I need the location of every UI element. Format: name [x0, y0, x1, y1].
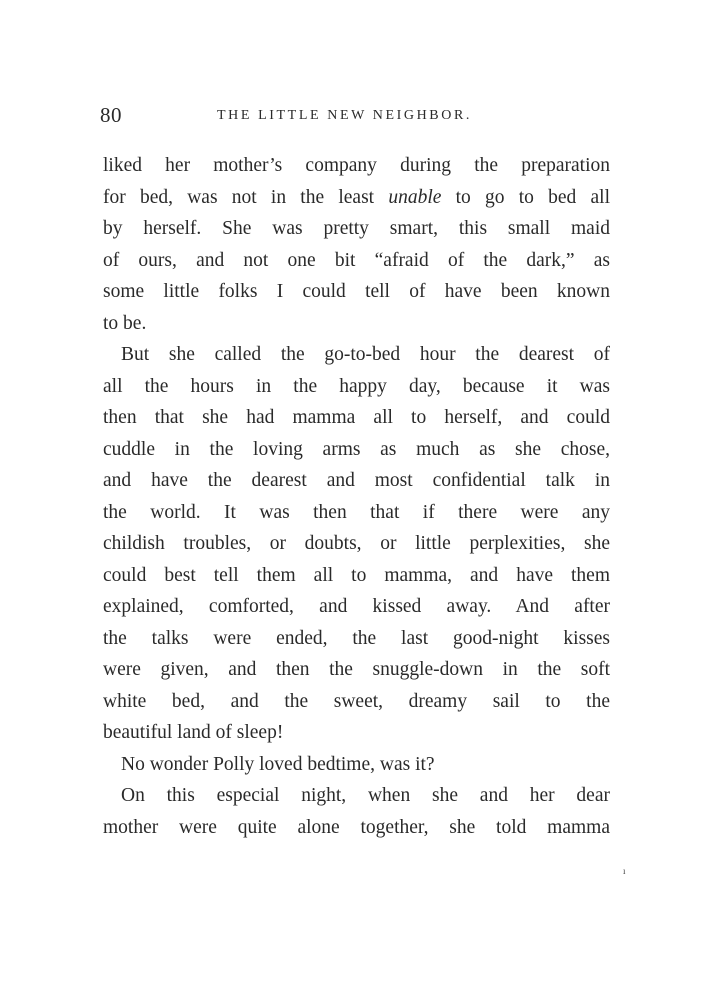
- emphasized-word: unable: [388, 186, 442, 208]
- text-line: explained, comforted, and kissed away. And after: [103, 596, 610, 617]
- text-line: liked her mother’s company during the preparation: [103, 155, 610, 176]
- text-line: by herself. She was pretty smart, this small maid: [103, 218, 610, 239]
- text-line: But she called the go-to-bed hour the dearest of: [121, 344, 610, 365]
- text-line: On this especial night, when she and her dear: [121, 785, 610, 806]
- text-line: for bed, was not in the least unable to go to bed all: [103, 186, 610, 208]
- text-line: some little folks I could tell of have been known: [103, 281, 610, 302]
- text-line: cuddle in the loving arms as much as she chose,: [103, 438, 610, 460]
- text-line: beautiful land of sleep!: [103, 722, 284, 743]
- page-header: [100, 103, 620, 133]
- text-line: white bed, and the sweet, dreamy sail to the: [103, 690, 610, 712]
- margin-mark: ı: [623, 866, 626, 876]
- text-line: were given, and then the snuggle-down in the soft: [103, 659, 610, 680]
- body-text: [103, 150, 610, 843]
- running-title: THE LITTLE NEW NEIGHBOR.: [217, 108, 472, 123]
- text-line: the world. It was then that if there were any: [103, 501, 610, 523]
- text-line: then that she had mamma all to herself, and could: [103, 407, 610, 428]
- text-line: childish troubles, or doubts, or little perplexities, she: [103, 533, 610, 554]
- text-line: mother were quite alone together, she told mamma: [103, 816, 610, 838]
- text-line: all the hours in the happy day, because it was: [103, 375, 610, 397]
- text-line: could best tell them all to mamma, and have them: [103, 564, 610, 586]
- text-line: and have the dearest and most confidential talk in: [103, 470, 610, 491]
- text-line: No wonder Polly loved bedtime, was it?: [121, 753, 435, 775]
- page-number: 80: [100, 103, 122, 127]
- text-line: of ours, and not one bit “afraid of the dark,” as: [103, 249, 610, 271]
- text-line: to be.: [103, 312, 147, 334]
- text-line: the talks were ended, the last good-night kisses: [103, 627, 610, 649]
